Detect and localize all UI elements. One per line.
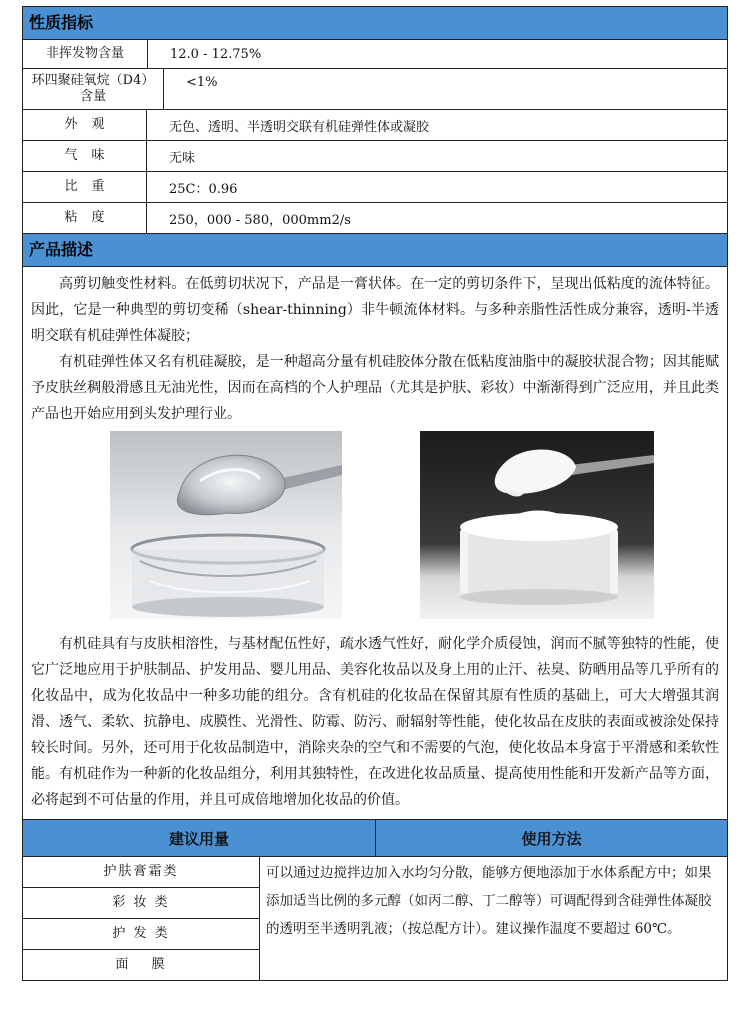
- method-header: 使用方法: [521, 829, 582, 848]
- property-value: 无色、透明、半透明交联有机硅弹性体或凝胶: [169, 119, 430, 135]
- description-paragraph: 有机硅具有与皮肤相溶性，与基材配伍性好，疏水透气性好，耐化学介质侵蚀，润而不腻等独特的性能，使它广泛地应用于护肤制品、护发用品、婴儿用品、美容化妆品以及身上用的止汗、祛臭、防晒用品等几乎所有的化妆品中，成为化妆品中一种多功能的组分。含有机硅的化妆品在保留其原有性质的基础上，可大大增强其润滑、透气、柔软、抗静电、成膜性、光滑性、防霉、防污、耐辐射等性能，使化妆品在皮肤的表面或被涂处保持较长时间。另外，还可用于化妆品制造中，消除夹杂的空气和不需要的气泡，使化妆品本身富于平滑感和柔软性能。有机硅作为一种新的化妆品组分，利用其独特性，在改进化妆品质量、提高使用性能和开发新产品等方面，必将起到不可估量的作用，并且可成倍地增加化妆品的价值。: [31, 636, 719, 808]
- property-value: 无味: [169, 150, 196, 166]
- property-row: [23, 69, 727, 110]
- property-key: 比重: [23, 172, 147, 202]
- property-row: [23, 172, 727, 203]
- list-item: 彩 妆 类: [23, 888, 259, 919]
- description-header: 产品描述: [23, 234, 727, 267]
- property-value: 25C：0.96: [169, 181, 238, 197]
- property-key: 气味: [23, 141, 147, 171]
- product-datasheet: [22, 6, 728, 981]
- description-paragraph: 有机硅弹性体又名有机硅凝胶，是一种超高分量有机硅胶体分散在低粘度油脂中的凝胶状混合物；因其能赋予皮肤丝稠般滑感且无油光性，因而在高档的个人护理品（尤其是护肤、彩妆）中渐渐得到广泛应用，并且此类产品也开始应用到头发护理行业。: [31, 354, 719, 422]
- list-item: 护 发 类: [23, 919, 259, 950]
- property-row: [23, 141, 727, 172]
- property-key: 外观: [23, 110, 147, 140]
- list-item: 护肤膏霜类: [23, 857, 259, 888]
- description-body: [23, 267, 727, 820]
- property-key: 环四聚硅氧烷（D4）含量: [23, 69, 164, 109]
- clear-gel-jar-photo: [110, 431, 342, 619]
- property-value: <1%: [186, 75, 218, 90]
- usage-body: [23, 857, 727, 980]
- property-row: [23, 110, 727, 141]
- description-paragraph: 高剪切触变性材料。在低剪切状况下，产品是一膏状体。在一定的剪切条件下，呈现出低粘度的流体特征。因此，它是一种典型的剪切变稀（shear-thinning）非牛顿流体材料。与多种亲脂性活性成分兼容，透明-半透明交联有机硅弹性体凝胶；: [31, 276, 719, 344]
- dosage-list: [23, 857, 260, 980]
- property-key: 粘度: [23, 203, 147, 233]
- property-row: [23, 203, 727, 234]
- property-row: [23, 40, 727, 69]
- property-value: 12.0 - 12.75%: [170, 46, 262, 62]
- property-key: 非挥发物含量: [23, 40, 148, 68]
- product-images: [31, 427, 719, 631]
- usage-header: [23, 820, 727, 857]
- white-cream-jar-photo: [420, 431, 654, 619]
- dosage-header: 建议用量: [23, 820, 376, 856]
- property-value: 250，000 - 580，000mm2/s: [169, 212, 351, 228]
- usage-method-text: 可以通过边搅拌边加入水均匀分散，能够方便地添加于水体系配方中；如果添加适当比例的多元醇（如丙二醇、丁二醇等）可调配得到含硅弹性体凝胶的透明至半透明乳液；（按总配方计）。建议操作温度不要超过 60℃。: [266, 865, 712, 937]
- properties-header: 性质指标: [23, 7, 727, 40]
- list-item: 面 膜: [115, 957, 167, 972]
